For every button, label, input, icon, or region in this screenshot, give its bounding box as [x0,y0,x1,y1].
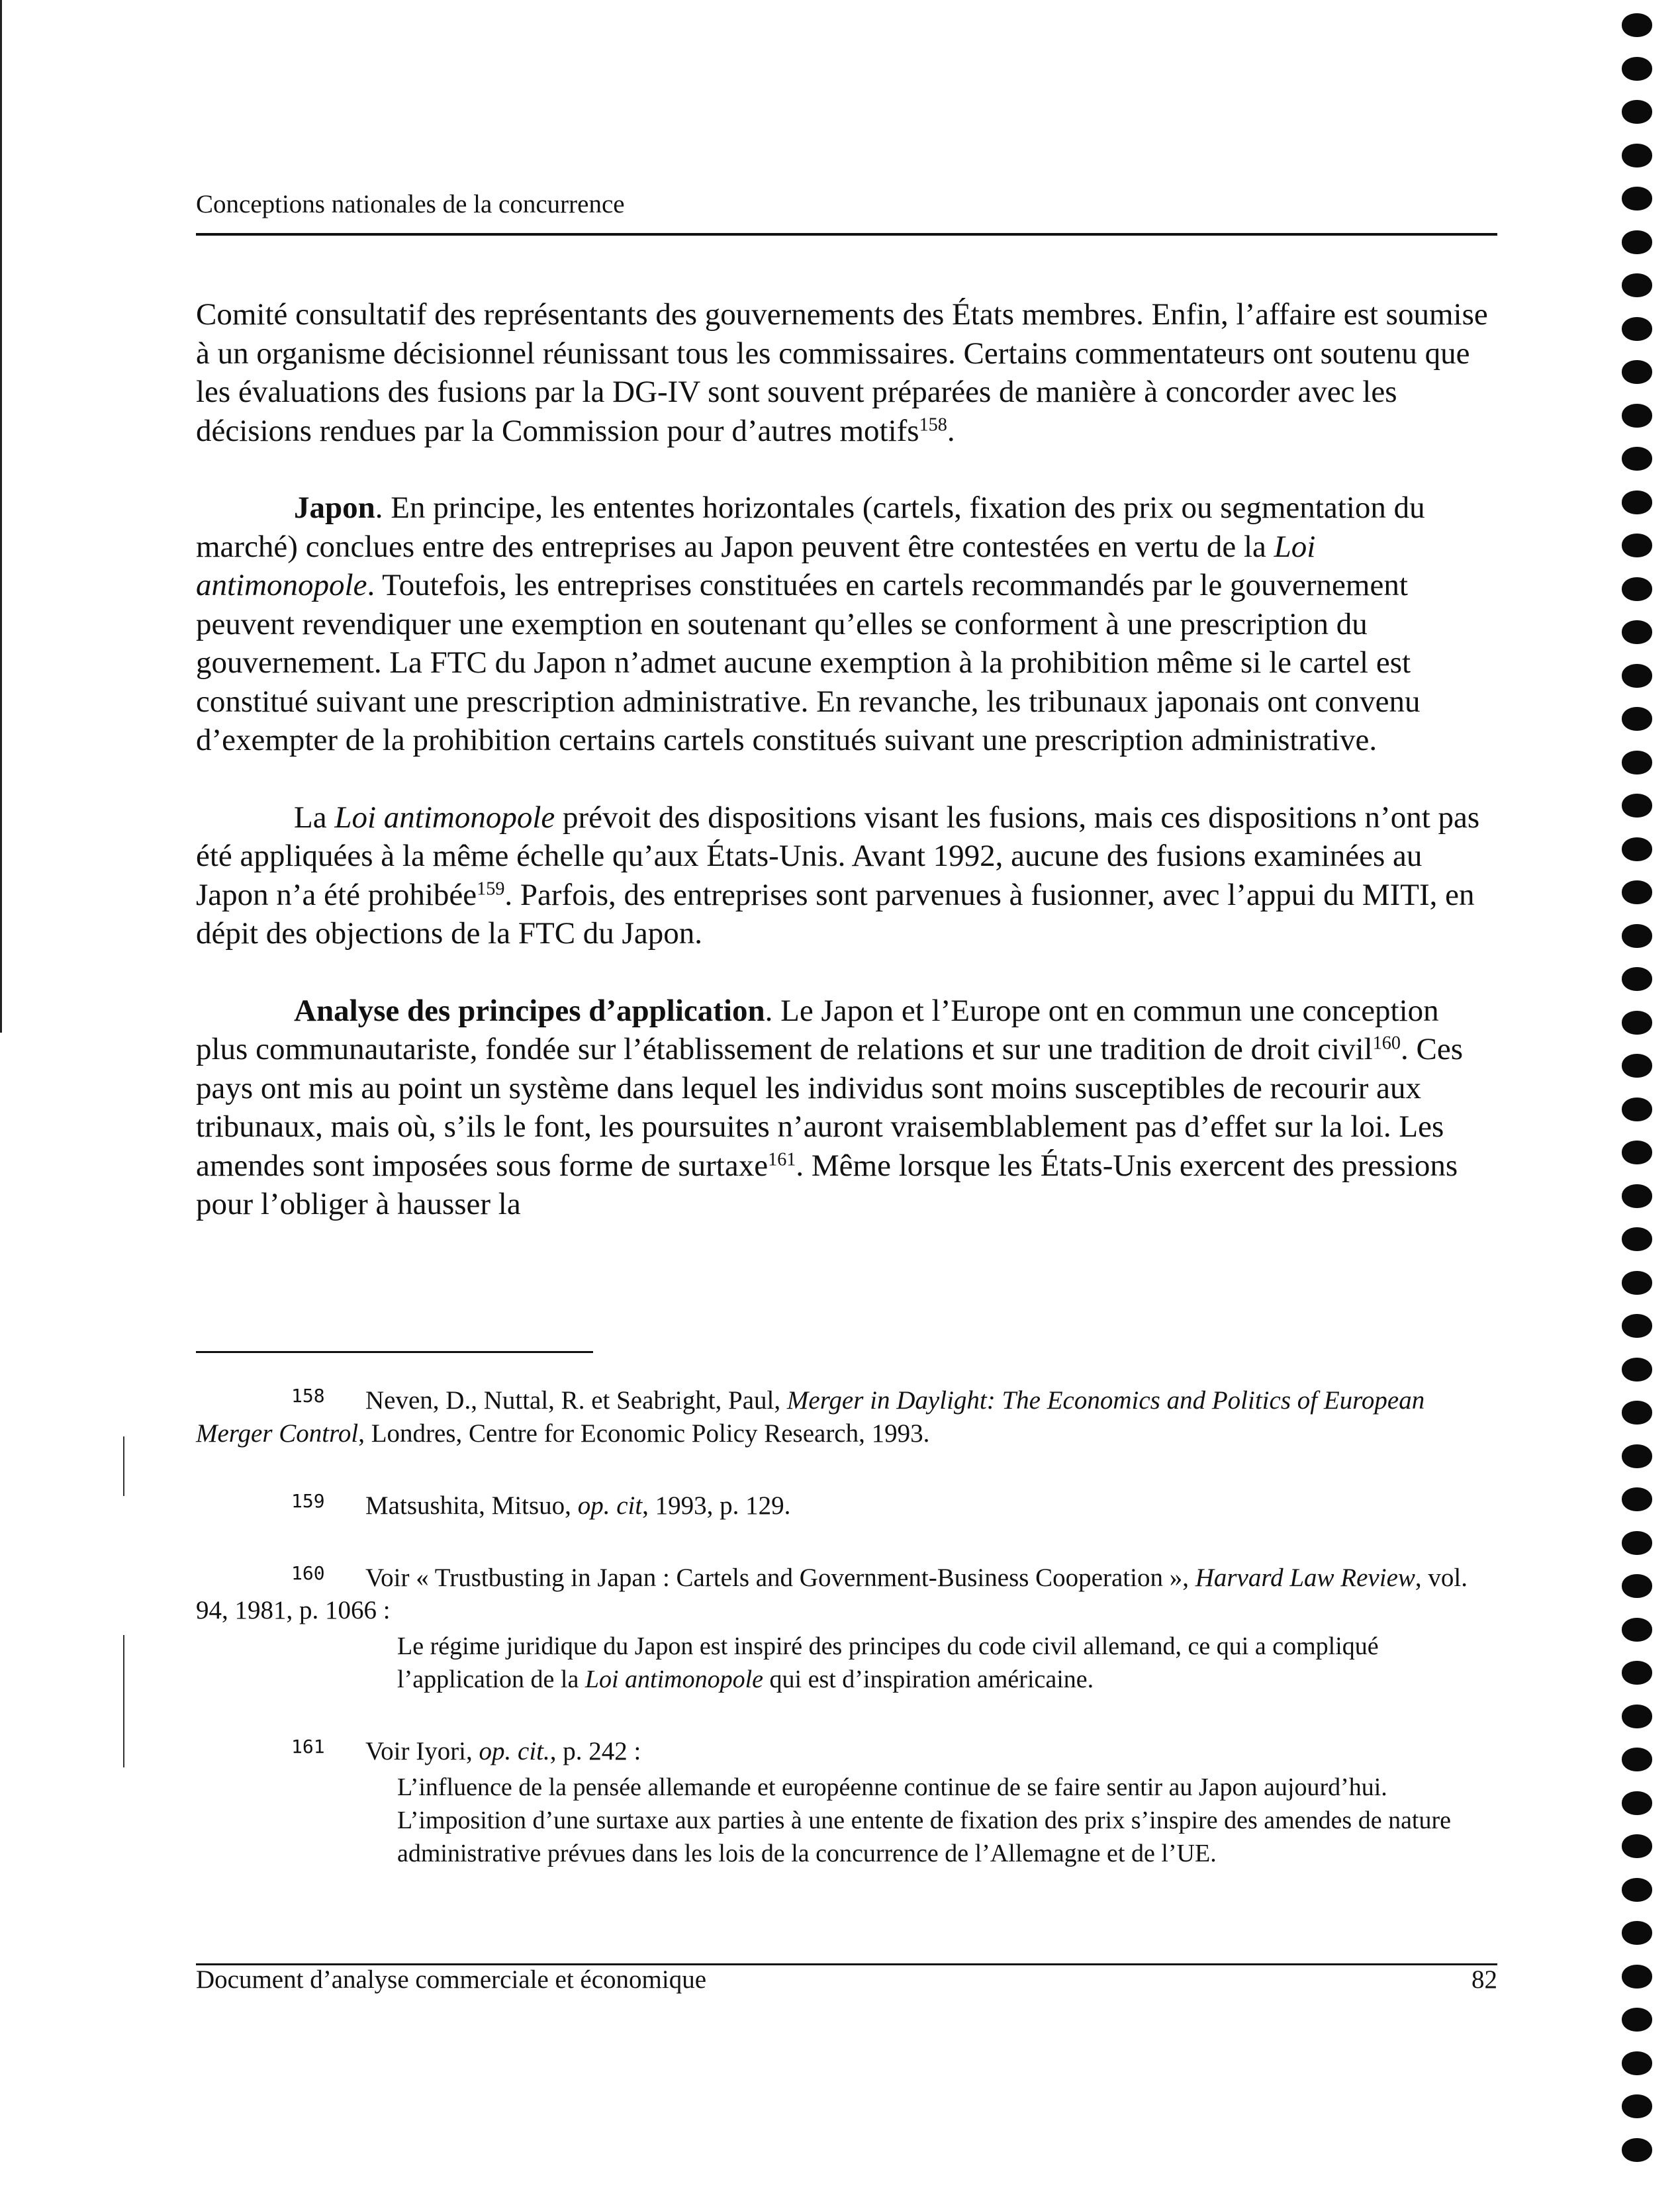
binding-hole [1622,447,1652,471]
footnote-158: 158 Neven, D., Nuttal, R. et Seabright, Paul, Merger in Daylight: The Economics and Politics of European Merger Control, Londres, Centre for Economic Policy Research, 1993. [196,1380,1497,1450]
binding-hole [1622,404,1652,428]
binding-hole [1622,273,1652,297]
spiral-binding-holes [1622,13,1655,2191]
binding-hole [1622,187,1652,211]
binding-hole [1622,1791,1652,1815]
footnote-number: 160 [291,1562,325,1584]
binding-hole [1622,2138,1652,2162]
paragraph-japon: Japon. En principe, les ententes horizontales (cartels, fixation des prix ou segmentation du marché) conclues entre des entreprises au Japon peuvent être contestées en vertu de la Loi antimonopole. Toutefois, les entreprises constituées en cartels recommandés par le gouvernement peuvent revendiquer une exemption en soutenant qu’elles se conforment à une prescription du gouvernement. La FTC du Japon n’admet aucune exemption à la prohibition même si le cartel est constitué suivant une prescription administrative. En revanche, les tribunaux japonais ont convenu d’exempter de la prohibition certains cartels constitués suivant une prescription administrative. [196,491,1425,757]
binding-hole [1622,1358,1652,1381]
footnote-number: 158 [291,1385,325,1407]
binding-hole [1622,664,1652,688]
binding-hole [1622,620,1652,644]
binding-hole [1622,1748,1652,1771]
block-quote: L’influence de la pensée allemande et européenne continue de se faire sentir au Japon aujourd’hui. L’imposition d’une surtaxe aux parties à une entente de fixation des prix s’inspire des amendes de nature administrative prévues dans les lois de la concurrence de l’Allemagne et de l’UE. [397,1773,1452,1868]
binding-hole [1622,1141,1652,1164]
binding-hole [1622,1444,1652,1468]
footnote-number: 159 [291,1489,325,1512]
binding-hole [1622,57,1652,81]
left-page-edge [0,0,2,1033]
footnote-ref-159[interactable]: 159 [477,878,505,899]
running-head: Conceptions nationales de la concurrence [196,190,625,218]
binding-hole [1622,880,1652,904]
page-number: 82 [1471,1965,1497,1994]
binding-hole [1622,707,1652,731]
footnote-number: 161 [291,1736,325,1758]
binding-hole [1622,1531,1652,1555]
paragraph-analyse: Analyse des principes d’application. Le Japon et l’Europe ont en commun une conception plus communautariste, fondée sur l’établissement de relations et sur une tradition de droit civil$^{160}$. Ces pays ont mis au point un système dans lequel les individus sont moins susceptibles de recourir aux tribunaux, mais où, s’ils le font, les poursuites n’auront vraisemblablement pas d’effet sur la loi. Les amendes sont imposées sous forme de surtaxe$^{161}$. Même lorsque les États-Unis exercent des pressions pour l’obliger à hausser la [196,993,1463,1221]
header-rule [196,233,1497,236]
binding-hole [1622,2051,1652,2075]
binding-hole [1622,1011,1652,1035]
footnote-ref-161[interactable]: 161 [768,1149,796,1170]
footnote-ref-160[interactable]: 160 [1372,1033,1401,1054]
binding-hole [1622,2008,1652,2032]
binding-hole [1622,1227,1652,1251]
block-quote: Le régime juridique du Japon est inspiré des principes du code civil allemand, ce qui a compliqué l’application de la Loi antimonopole qui est d’inspiration américaine. [397,1632,1379,1694]
binding-hole [1622,1054,1652,1078]
binding-hole [1622,1921,1652,1945]
body-text [196,295,1497,1224]
binding-hole [1622,230,1652,254]
section-lead-japon: Japon [294,491,375,525]
paragraph-loi-antimonopole: La Loi antimonopole prévoit des dispositions visant les fusions, mais ces dispositions n’ont pas été appliquées à la même échelle qu’aux États-Unis. Avant 1992, aucune des fusions examinées au Japon n’a été prohibée$^{159}$. Parfois, des entreprises sont parvenues à fusionner, avec l’appui du MITI, en dépit des objections de la FTC du Japon. [196,800,1480,951]
binding-hole [1622,967,1652,991]
binding-hole [1622,1098,1652,1121]
binding-hole [1622,577,1652,601]
binding-hole [1622,794,1652,818]
binding-hole [1622,1487,1652,1511]
footnote-160: 160 Voir « Trustbusting in Japan : Cartels and Government-Business Cooperation », Harvard Law Review, vol. 94, 1981, p. 1066 : Le régime juridique du Japon est inspiré des principes du code civil allemand, ce qui a compliqué l’application de la Loi antimonopole qui est d’inspiration américaine. [196,1557,1497,1697]
binding-hole [1622,1271,1652,1295]
margin-mark [123,1436,124,1496]
binding-hole [1622,1618,1652,1642]
binding-hole [1622,924,1652,948]
binding-hole [1622,1184,1652,1208]
binding-hole [1622,837,1652,861]
binding-hole [1622,13,1652,37]
binding-hole [1622,360,1652,384]
binding-hole [1622,317,1652,341]
binding-hole [1622,1965,1652,1989]
binding-hole [1622,1705,1652,1728]
paragraph-1: Comité consultatif des représentants des gouvernements des États membres. Enfin, l’affaire est soumise à un organisme décisionnel réunissant tous les commissaires. Certains commentateurs ont soutenu que les évaluations des fusions par la DG-IV sont souvent préparées de manière à concorder avec les décisions rendues par la Commission pour d’autres motifs$^{158}$. [196,297,1488,448]
binding-hole [1622,1878,1652,1902]
binding-hole [1622,2094,1652,2118]
binding-hole [1622,1401,1652,1425]
section-lead-analyse: Analyse des principes d’application [294,993,765,1028]
binding-hole [1622,1314,1652,1338]
footnotes [196,1380,1497,1870]
footnote-ref-158[interactable]: 158 [919,414,947,435]
binding-hole [1622,491,1652,514]
binding-hole [1622,534,1652,557]
footer-title: Document d’analyse commerciale et économique [196,1965,707,1994]
binding-hole [1622,1661,1652,1685]
binding-hole [1622,1574,1652,1598]
binding-hole [1622,144,1652,167]
binding-hole [1622,1834,1652,1858]
binding-hole [1622,100,1652,124]
footnote-separator [196,1351,593,1353]
binding-hole [1622,751,1652,774]
footnote-159: 159 Matsushita, Mitsuo, op. cit, 1993, p. 129. [196,1485,1497,1522]
footnote-161: 161 Voir Iyori, op. cit., p. 242 : L’influence de la pensée allemande et européenne continue de se faire sentir au Japon aujourd’hui. L’imposition d’une surtaxe aux parties à une entente de fixation des prix s’inspire des amendes de nature administrative prévues dans les lois de la concurrence de l’Allemagne et de l’UE. [196,1730,1497,1870]
margin-mark [123,1635,124,1767]
